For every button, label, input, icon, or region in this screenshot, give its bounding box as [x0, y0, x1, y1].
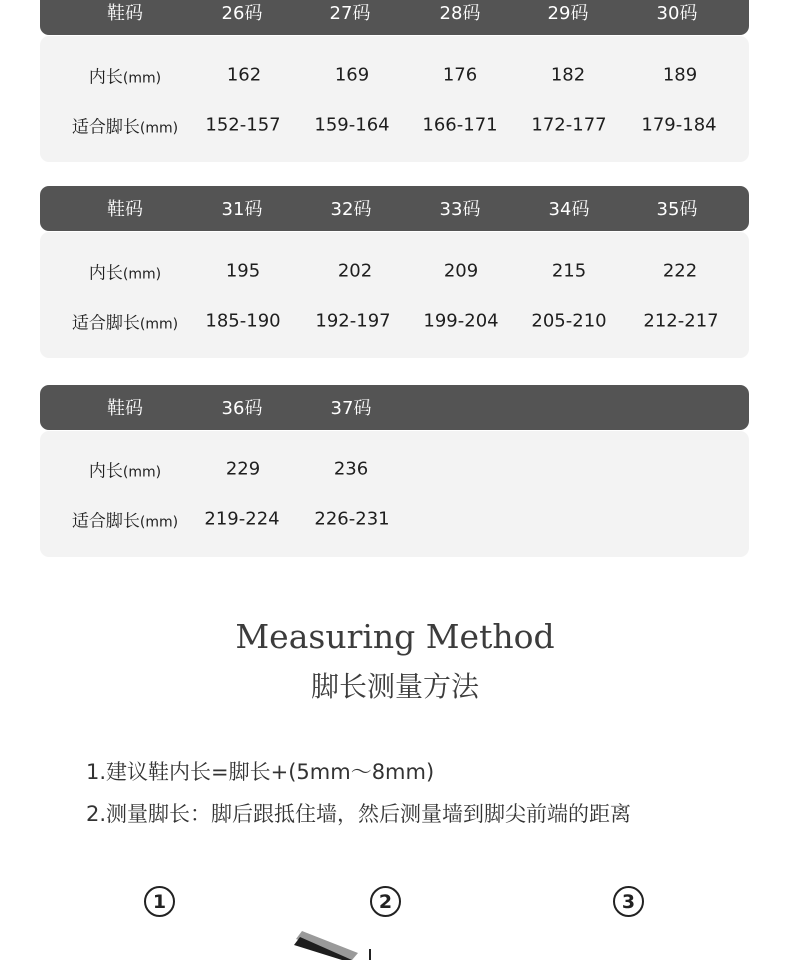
foot-length-value: 152-157	[205, 114, 281, 136]
inner-length-value: 195	[225, 260, 261, 282]
inner-length-value: 236	[333, 458, 369, 480]
header-label: 鞋码	[107, 3, 143, 24]
inner-length-value: 176	[442, 64, 478, 86]
foot-length-value: 185-190	[205, 310, 281, 332]
foot-length-label: 适合脚长(mm)	[71, 117, 179, 138]
size-table-1	[40, 0, 749, 138]
size-cell: 32码	[330, 199, 372, 220]
inner-length-value: 162	[226, 64, 262, 86]
table-body	[40, 36, 749, 162]
table-header	[40, 0, 749, 35]
size-cell: 29码	[547, 3, 589, 24]
foot-length-value: 199-204	[423, 310, 499, 332]
inner-length-value: 202	[337, 260, 373, 282]
inner-length-value: 182	[550, 64, 586, 86]
size-cell: 36码	[221, 398, 263, 419]
foot-length-value: 192-197	[315, 310, 391, 332]
size-cell: 37码	[330, 398, 372, 419]
size-cell: 30码	[656, 3, 698, 24]
inner-length-value: 215	[551, 260, 587, 282]
size-cell: 26码	[221, 3, 263, 24]
size-cell: 35码	[656, 199, 698, 220]
inner-length-label: 内长(mm)	[88, 263, 162, 284]
size-cell: 31码	[221, 199, 263, 220]
inner-length-value: 209	[443, 260, 479, 282]
inner-length-label: 内长(mm)	[88, 461, 162, 482]
foot-length-value: 226-231	[314, 508, 390, 530]
step-1-badge: 1	[144, 886, 175, 917]
method-title: Measuring Method	[235, 617, 555, 656]
foot-length-value: 212-217	[643, 310, 719, 332]
step-2-badge: 2	[370, 886, 401, 917]
foot-length-value: 159-164	[314, 114, 390, 136]
foot-length-label: 适合脚长(mm)	[71, 313, 179, 334]
foot-length-value: 172-177	[531, 114, 607, 136]
foot-length-value: 219-224	[204, 508, 280, 530]
inner-length-value: 229	[225, 458, 261, 480]
method-subtitle: 脚长测量方法	[310, 670, 479, 703]
foot-length-value: 179-184	[641, 114, 717, 136]
table-body	[40, 232, 749, 358]
table-body	[40, 431, 749, 557]
size-cell: 33码	[439, 199, 481, 220]
table-header	[40, 186, 749, 231]
size-cell: 34码	[548, 199, 590, 220]
tip-line-2: 2.测量脚长：脚后跟抵住墙，然后测量墙到脚尖前端的距离	[86, 802, 632, 826]
tip-line-1: 1.建议鞋内长=脚长+(5mm～8mm)	[86, 760, 435, 784]
foot-length-value: 205-210	[531, 310, 607, 332]
inner-length-value: 189	[662, 64, 698, 86]
header-label: 鞋码	[107, 398, 143, 419]
size-cell: 28码	[439, 3, 481, 24]
inner-length-label: 内长(mm)	[88, 67, 162, 88]
step-3-badge: 3	[613, 886, 644, 917]
size-cell: 27码	[329, 3, 371, 24]
inner-length-value: 222	[662, 260, 698, 282]
foot-length-label: 适合脚长(mm)	[71, 511, 179, 532]
size-table-2	[40, 186, 749, 334]
header-label: 鞋码	[107, 199, 143, 220]
ruler-illustration	[280, 925, 400, 960]
inner-length-value: 169	[334, 64, 370, 86]
table-header	[40, 385, 749, 430]
size-table-3	[40, 385, 749, 532]
foot-length-value: 166-171	[422, 114, 498, 136]
